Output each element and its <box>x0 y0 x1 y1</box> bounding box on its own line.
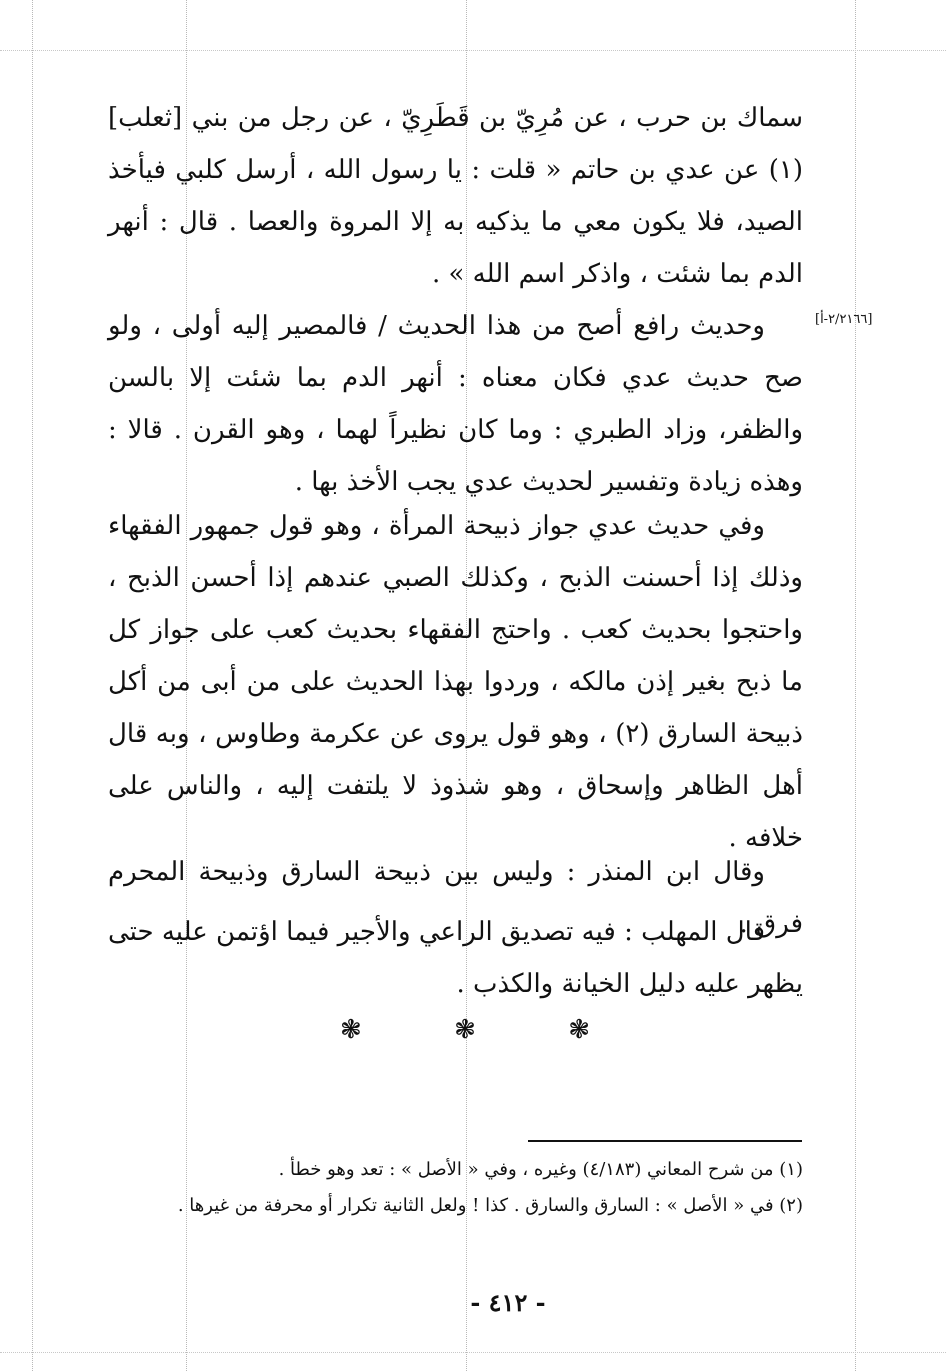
footnote: (٢) في « الأصل » : السارق والسارق . كذا ! ولعل الثانية تكرار أو محرفة من غيرها . <box>177 1195 803 1216</box>
star-ornament: ❃ <box>454 1015 476 1045</box>
guide-line <box>32 0 33 1371</box>
paragraph: قال المهلب : فيه تصديق الراعي والأجير فيما اؤتمن عليه حتى يظهر عليه دليل الخيانة والكذب . <box>108 917 803 999</box>
guide-line <box>855 0 856 1371</box>
paragraph-5-block <box>108 906 803 1010</box>
paragraph: سماك بن حرب ، عن مُرِيّ بن قَطَرِيّ ، عن رجل من بني [ثعلب](١) عن عدي بن حاتم « قلت : يا رسول الله ، أرسل كلبي فيأخذ الصيد، فلا يكون معي ما يذكيه به إلا المروة والعصا . قال : أنهر الدم بما شئت ، واذكر اسم الله » . <box>108 103 804 289</box>
paragraph-3-block <box>108 500 803 864</box>
footnote-divider <box>528 1140 802 1142</box>
footnote: (١) من شرح المعاني (٤/١٨٣) وغيره ، وفي « الأصل » : تعد وهو خطأ . <box>278 1159 803 1180</box>
page-number: - ٤١٢ - <box>470 1288 546 1317</box>
margin-reference: [٢/٢١٦٦-أ] <box>815 312 873 327</box>
paragraph-1-block <box>108 92 803 300</box>
star-ornament: ❃ <box>340 1015 362 1045</box>
star-ornament: ❃ <box>568 1015 590 1045</box>
paragraph-2-block <box>108 300 803 508</box>
footnotes <box>108 1152 803 1224</box>
paragraph: وحديث رافع أصح من هذا الحديث / فالمصير إليه أولى ، ولو صح حديث عدي فكان معناه : أنهر الدم بما شئت إلا بالسن والظفر، وزاد الطبري : وما كان نظيراً لهما ، وهو القرن . قالا : وهذه زيادة وتفسير لحديث عدي يجب الأخذ بها . <box>108 311 803 497</box>
paragraph: وقال ابن المنذر : وليس بين ذبيحة السارق وذبيحة المحرم فرق . <box>108 857 803 939</box>
guide-line <box>0 1352 946 1353</box>
section-separator <box>340 1015 590 1045</box>
paragraph: وفي حديث عدي جواز ذبيحة المرأة ، وهو قول جمهور الفقهاء وذلك إذا أحسنت الذبح ، وكذلك الصبي عندهم إذا أحسن الذبح ، واحتجوا بحديث كعب . واحتج الفقهاء بحديث كعب على جواز كل ما ذبح بغير إذن مالكه ، وردوا بهذا الحديث على من أبى من أكل ذبيحة السارق (٢) ، وهو قول يروى عن عكرمة وطاوس ، وبه قال أهل الظاهر وإسحاق ، وهو شذوذ لا يلتفت إليه ، والناس على خلافه . <box>108 511 803 853</box>
guide-line <box>0 50 946 51</box>
